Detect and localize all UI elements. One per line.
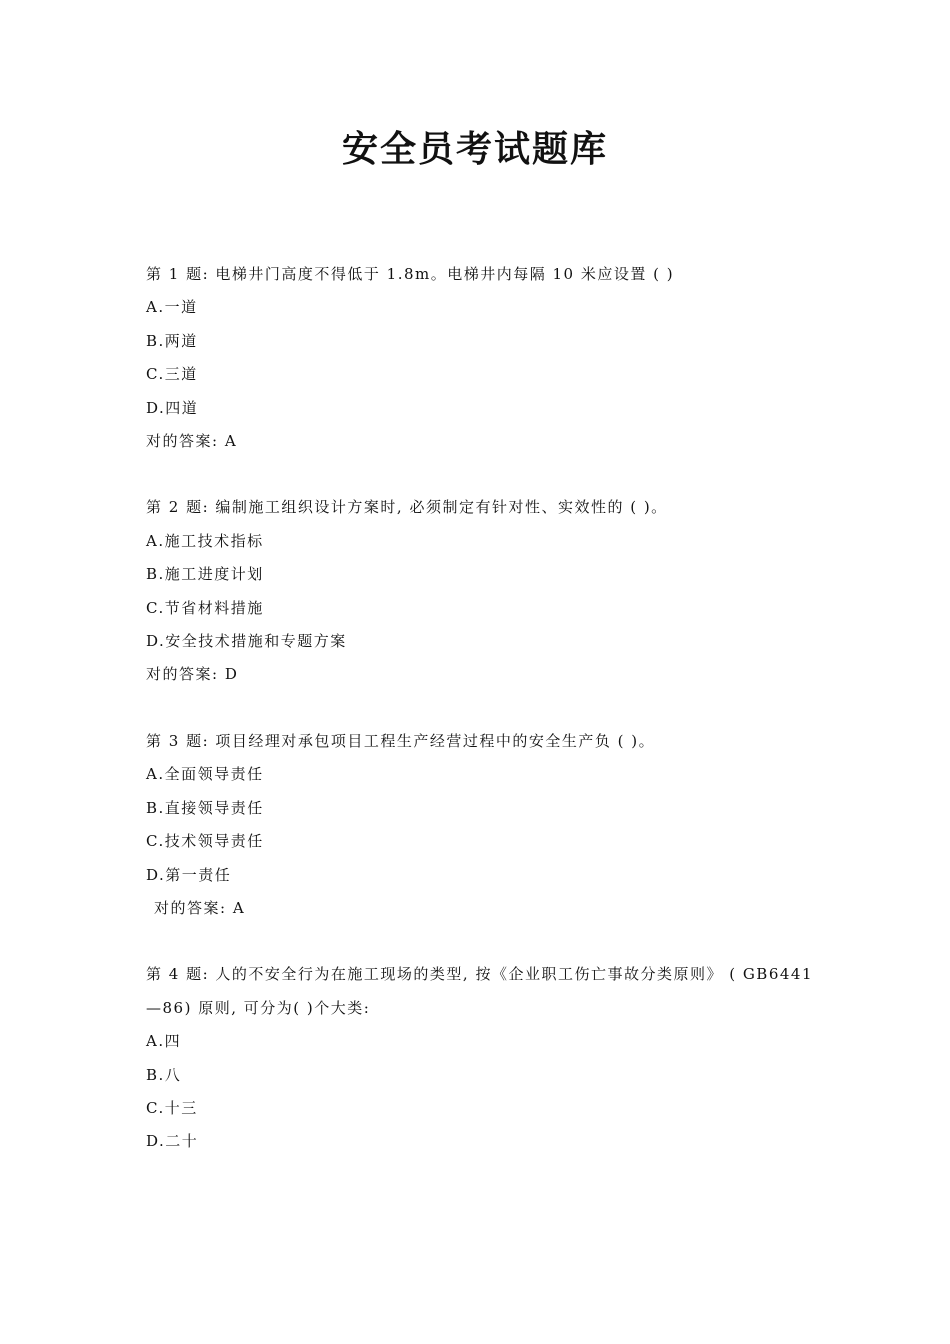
answer-text: 对的答案: A: [154, 898, 246, 917]
question-stem: 第 1 题: 电梯井门高度不得低于 1.8m。电梯井内每隔 10 米应设置 ( ): [146, 265, 675, 283]
option-b: B.施工进度计划: [146, 565, 264, 584]
question-list: [146, 258, 826, 1159]
option-b: B.直接领导责任: [146, 798, 264, 817]
document-title: 安全员考试题库: [341, 129, 608, 170]
option-c: C.节省材料措施: [146, 598, 264, 617]
option-b: B.八: [146, 1065, 182, 1084]
question-2: [146, 491, 826, 691]
option-a: A.施工技术指标: [146, 531, 264, 550]
option-d: D.二十: [146, 1132, 199, 1151]
option-c: C.十三: [146, 1098, 198, 1117]
option-d: D.第一责任: [146, 865, 232, 884]
question-stem-line-1: 第 4 题: 人的不安全行为在施工现场的类型, 按《企业职工伤亡事故分类原则》 ( GB6441: [146, 965, 814, 984]
question-stem: 第 3 题: 项目经理对承包项目工程生产经营过程中的安全生产负 ( )。: [146, 731, 656, 750]
option-a: A.四: [146, 1032, 182, 1051]
option-a: A.一道: [146, 298, 198, 317]
option-b: B.两道: [146, 331, 198, 350]
answer-text: 对的答案: A: [146, 432, 238, 451]
option-a: A.全面领导责任: [146, 765, 264, 784]
question-stem: 第 2 题: 编制施工组织设计方案时, 必须制定有针对性、实效性的 ( )。: [146, 498, 668, 517]
question-4: [146, 958, 826, 1158]
option-c: C.三道: [146, 365, 198, 384]
option-d: D.安全技术措施和专题方案: [146, 632, 347, 651]
answer-text: 对的答案: D: [146, 665, 239, 684]
option-d: D.四道: [146, 398, 199, 417]
question-3: [146, 725, 826, 925]
question-stem-line-2: —86) 原则, 可分为( )个大类:: [146, 998, 371, 1017]
question-1: [146, 258, 826, 458]
option-c: C.技术领导责任: [146, 832, 264, 851]
